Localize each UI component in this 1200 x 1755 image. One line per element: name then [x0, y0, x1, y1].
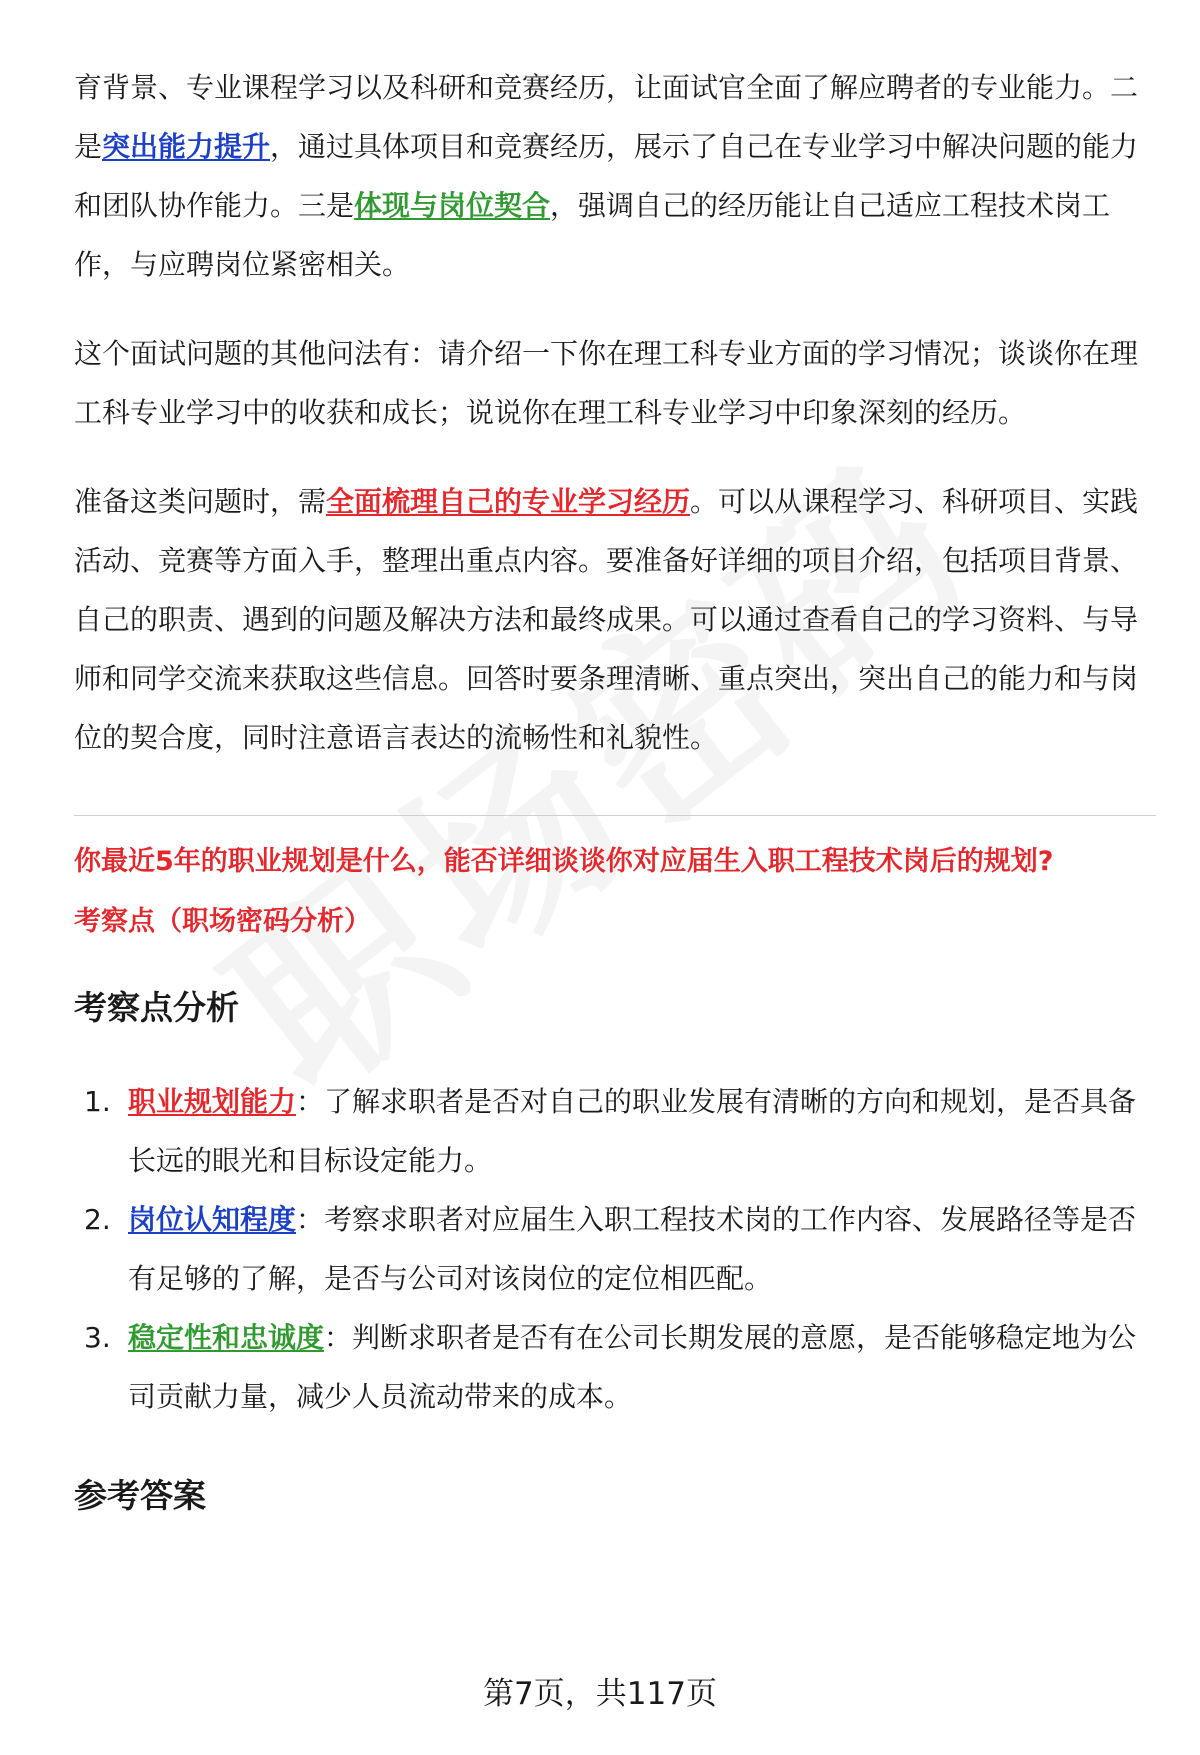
- list-item: [74, 1190, 1154, 1308]
- list-number: 1.: [84, 1085, 111, 1118]
- analysis-list: [74, 1072, 1154, 1426]
- highlight-fit: 体现与岗位契合: [354, 189, 551, 222]
- section-divider: [74, 815, 1156, 816]
- paragraph-text: ，强调自己的经历能让自己适应工程技术岗工作，与应聘岗位紧密相关。: [74, 189, 1111, 281]
- analysis-subheading: 考察点（职场密码分析）: [74, 906, 371, 937]
- list-term: 稳定性和忠诚度: [128, 1321, 325, 1354]
- interview-question: 你最近5年的职业规划是什么，能否详细谈谈你对应届生入职工程技术岗后的规划?: [74, 846, 1054, 877]
- paragraph-text: ，通过具体项目和竞赛经历，展示了自己在专业学习中解决问题的能力和团队协作能力。三是: [74, 130, 1139, 222]
- paragraph-alternatives: 这个面试问题的其他问法有：请介绍一下你在理工科专业方面的学习情况；谈谈你在理工科专业学习中的收获和成长；说说你在理工科专业学习中印象深刻的经历。: [74, 337, 1139, 429]
- page-content: [74, 58, 1154, 1518]
- paragraph-preparation: [74, 472, 1154, 767]
- section-title-analysis: 考察点分析: [74, 988, 239, 1027]
- list-desc: ：考察求职者对应届生入职工程技术岗的工作内容、发展路径等是否有足够的了解，是否与公司对该岗位的定位相匹配。: [128, 1203, 1137, 1295]
- list-item: [74, 1308, 1154, 1426]
- paragraph-summary: [74, 58, 1154, 294]
- paragraph-text: 准备这类问题时，需: [74, 485, 327, 518]
- highlight-ability: 突出能力提升: [102, 130, 271, 163]
- list-desc: ：了解求职者是否对自己的职业发展有清晰的方向和规划，是否具备长远的眼光和目标设定能力。: [128, 1085, 1137, 1177]
- list-number: 2.: [84, 1203, 111, 1236]
- list-desc: ：判断求职者是否有在公司长期发展的意愿，是否能够稳定地为公司贡献力量，减少人员流动带来的成本。: [128, 1321, 1137, 1413]
- list-number: 3.: [84, 1321, 111, 1354]
- list-term: 岗位认知程度: [128, 1203, 297, 1236]
- list-item: [74, 1072, 1154, 1190]
- highlight-review: 全面梳理自己的专业学习经历: [326, 485, 691, 518]
- list-term: 职业规划能力: [128, 1085, 297, 1118]
- section-title-answer: 参考答案: [74, 1476, 206, 1515]
- paragraph-text: 育背景、专业课程学习以及科研和竞赛经历，让面试官全面了解应聘者的专业能力。二是: [74, 71, 1139, 163]
- paragraph-text: 。可以从课程学习、科研项目、实践活动、竞赛等方面入手，整理出重点内容。要准备好详细的项目介绍，包括项目背景、自己的职责、遇到的问题及解决方法和最终成果。可以通过查看自己的学习资料、与导师和同学交流来获取这些信息。回答时要条理清晰、重点突出，突出自己的能力和与岗位的契合度，同时注意语言表达的流畅性和礼貌性。: [74, 485, 1139, 754]
- page-number: 第7页，共117页: [483, 1676, 717, 1712]
